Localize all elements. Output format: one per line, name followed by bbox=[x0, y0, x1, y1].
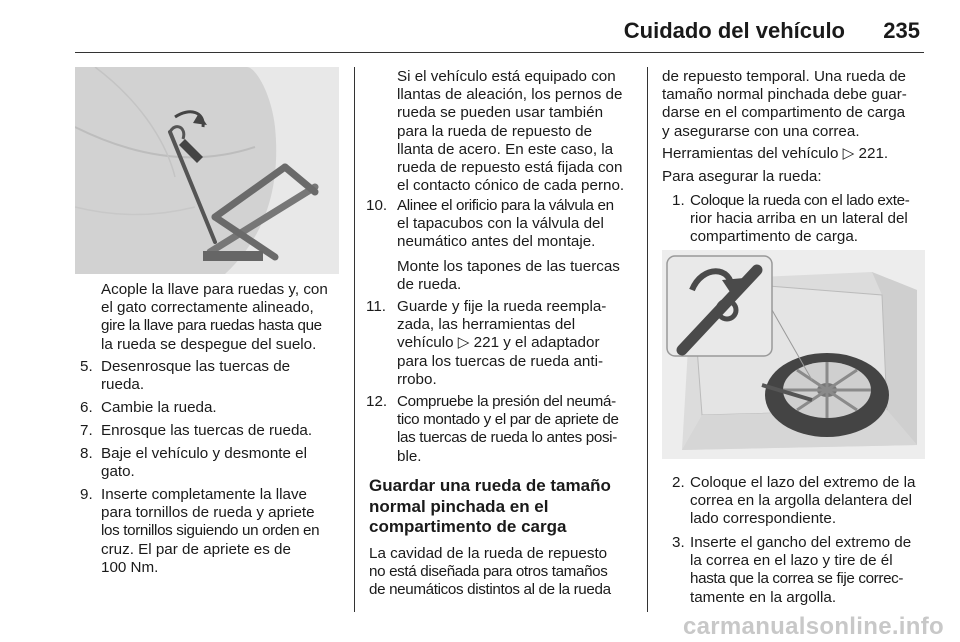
text-line: no está diseñada para otros tamaños bbox=[369, 563, 608, 581]
text-line: Desenrosque las tuercas de bbox=[101, 358, 291, 375]
text-line: las tuercas de rueda lo antes posi- bbox=[397, 429, 617, 447]
column-divider-1 bbox=[354, 67, 355, 612]
text-line: zada, las herramientas del bbox=[397, 316, 576, 334]
text-line: la correa en el lazo y tire de él bbox=[690, 552, 893, 570]
text-line: para los tuercas de rueda anti- bbox=[397, 352, 603, 370]
text-line: compartimento de carga. bbox=[690, 228, 858, 246]
step-number: 12. bbox=[366, 393, 388, 410]
text-line: ble. bbox=[397, 447, 422, 465]
text-line: Si el vehículo está equipado con bbox=[397, 68, 616, 85]
watermark-text: carmanualsonline.info bbox=[682, 612, 944, 640]
text-line: Monte los tapones de las tuercas bbox=[397, 258, 620, 275]
text-line: Coloque la rueda con el lado exte- bbox=[690, 192, 910, 209]
text-line: tamente en la argolla. bbox=[690, 588, 837, 606]
text-line: Cambie la rueda. bbox=[101, 399, 217, 416]
heading-line: normal pinchada en el bbox=[369, 496, 549, 516]
step-number: 6. bbox=[80, 399, 93, 416]
text-line: llanta de acero. En este caso, la bbox=[397, 140, 614, 158]
heading-line: compartimento de carga bbox=[369, 517, 567, 536]
page-number: 235 bbox=[883, 18, 920, 43]
text-line: de repuesto temporal. Una rueda de bbox=[662, 68, 907, 85]
tools-reference bbox=[662, 145, 932, 163]
section-heading bbox=[369, 476, 639, 538]
text-line: Alinee el orificio para la válvula en bbox=[397, 197, 614, 214]
text-line: Inserte el gancho del extremo de bbox=[690, 534, 912, 551]
step-number: 5. bbox=[80, 358, 93, 375]
step-number: 3. bbox=[672, 534, 685, 551]
text-line: tamaño normal pinchada debe guar- bbox=[662, 86, 907, 104]
text-line: 100 Nm. bbox=[101, 558, 159, 576]
cargo-wheel-illustration bbox=[662, 250, 925, 459]
text-line: y asegurarse con una correa. bbox=[662, 122, 860, 140]
text-line: gato. bbox=[101, 463, 135, 481]
step-number: 10. bbox=[366, 197, 388, 214]
text-line: rueda. bbox=[101, 376, 145, 394]
step-number: 2. bbox=[672, 474, 685, 491]
step-10-note bbox=[397, 258, 637, 294]
text-line: lado correspondiente. bbox=[690, 510, 837, 528]
text-line: rior hacia arriba en un lateral del bbox=[690, 210, 908, 228]
text-line: correa en la argolla delantera del bbox=[690, 492, 913, 510]
text-line: rrobo. bbox=[397, 370, 437, 388]
text-line: tico montado y el par de apriete de bbox=[397, 411, 619, 429]
text-line: el contacto cónico de cada perno. bbox=[397, 177, 625, 195]
alloy-wheel-note bbox=[397, 68, 637, 195]
text-line: los tornillos siguiendo un orden en bbox=[101, 522, 320, 540]
text-line: para tornillos de rueda y apriete bbox=[101, 504, 315, 522]
text-line: Compruebe la presión del neumá- bbox=[397, 393, 616, 410]
text-line: gire la llave para ruedas hasta que bbox=[101, 317, 322, 335]
text-line: Coloque el lazo del extremo de la bbox=[690, 474, 916, 491]
header-rule bbox=[75, 52, 924, 53]
text-line: Herramientas del vehículo ▷ 221. bbox=[662, 145, 889, 162]
text-line: llantas de aleación, los pernos de bbox=[397, 86, 623, 104]
text-line: cruz. El par de apriete es de bbox=[101, 540, 291, 558]
text-line: darse en el compartimento de carga bbox=[662, 104, 906, 122]
step-number: 1. bbox=[672, 192, 685, 209]
text-line: hasta que la correa se fije correc- bbox=[690, 570, 904, 588]
text-line: Para asegurar la rueda: bbox=[662, 168, 822, 185]
text-line: rueda se pueden usar también bbox=[397, 104, 604, 122]
text-line: La cavidad de la rueda de repuesto bbox=[369, 545, 608, 562]
temporary-spare-paragraph bbox=[662, 68, 932, 141]
text-line: Inserte completamente la llave bbox=[101, 486, 307, 503]
text-line: Guarde y fije la rueda reempla- bbox=[397, 298, 607, 315]
jack-instruction bbox=[101, 281, 341, 354]
text-line: Baje el vehículo y desmonte el bbox=[101, 445, 307, 462]
step-number: 11. bbox=[366, 298, 386, 315]
text-line: rueda de repuesto está fijada con bbox=[397, 159, 623, 177]
text-line: Enrosque las tuercas de rueda. bbox=[101, 422, 313, 439]
text-line: el tapacubos con la válvula del bbox=[397, 215, 604, 233]
text-line: la rueda se despegue del suelo. bbox=[101, 335, 317, 353]
step-number: 9. bbox=[80, 486, 93, 503]
spare-cavity-paragraph bbox=[369, 545, 641, 600]
text-line: de rueda. bbox=[397, 276, 462, 294]
heading-line: Guardar una rueda de tamaño bbox=[369, 476, 611, 495]
secure-label bbox=[662, 168, 932, 186]
step-number: 8. bbox=[80, 445, 93, 462]
running-header-title: Cuidado del vehículo bbox=[623, 18, 845, 43]
text-line: Acople la llave para ruedas y, con bbox=[101, 281, 328, 298]
text-line: vehículo ▷ 221 y el adaptador bbox=[397, 334, 600, 352]
column-divider-2 bbox=[647, 67, 648, 612]
jack-illustration bbox=[75, 67, 339, 274]
text-line: neumático antes del montaje. bbox=[397, 233, 596, 251]
text-line: el gato correctamente alineado, bbox=[101, 299, 314, 317]
text-line: para la rueda de repuesto de bbox=[397, 122, 593, 140]
text-line: de neumáticos distintos al de la rueda bbox=[369, 581, 611, 599]
step-number: 7. bbox=[80, 422, 93, 439]
